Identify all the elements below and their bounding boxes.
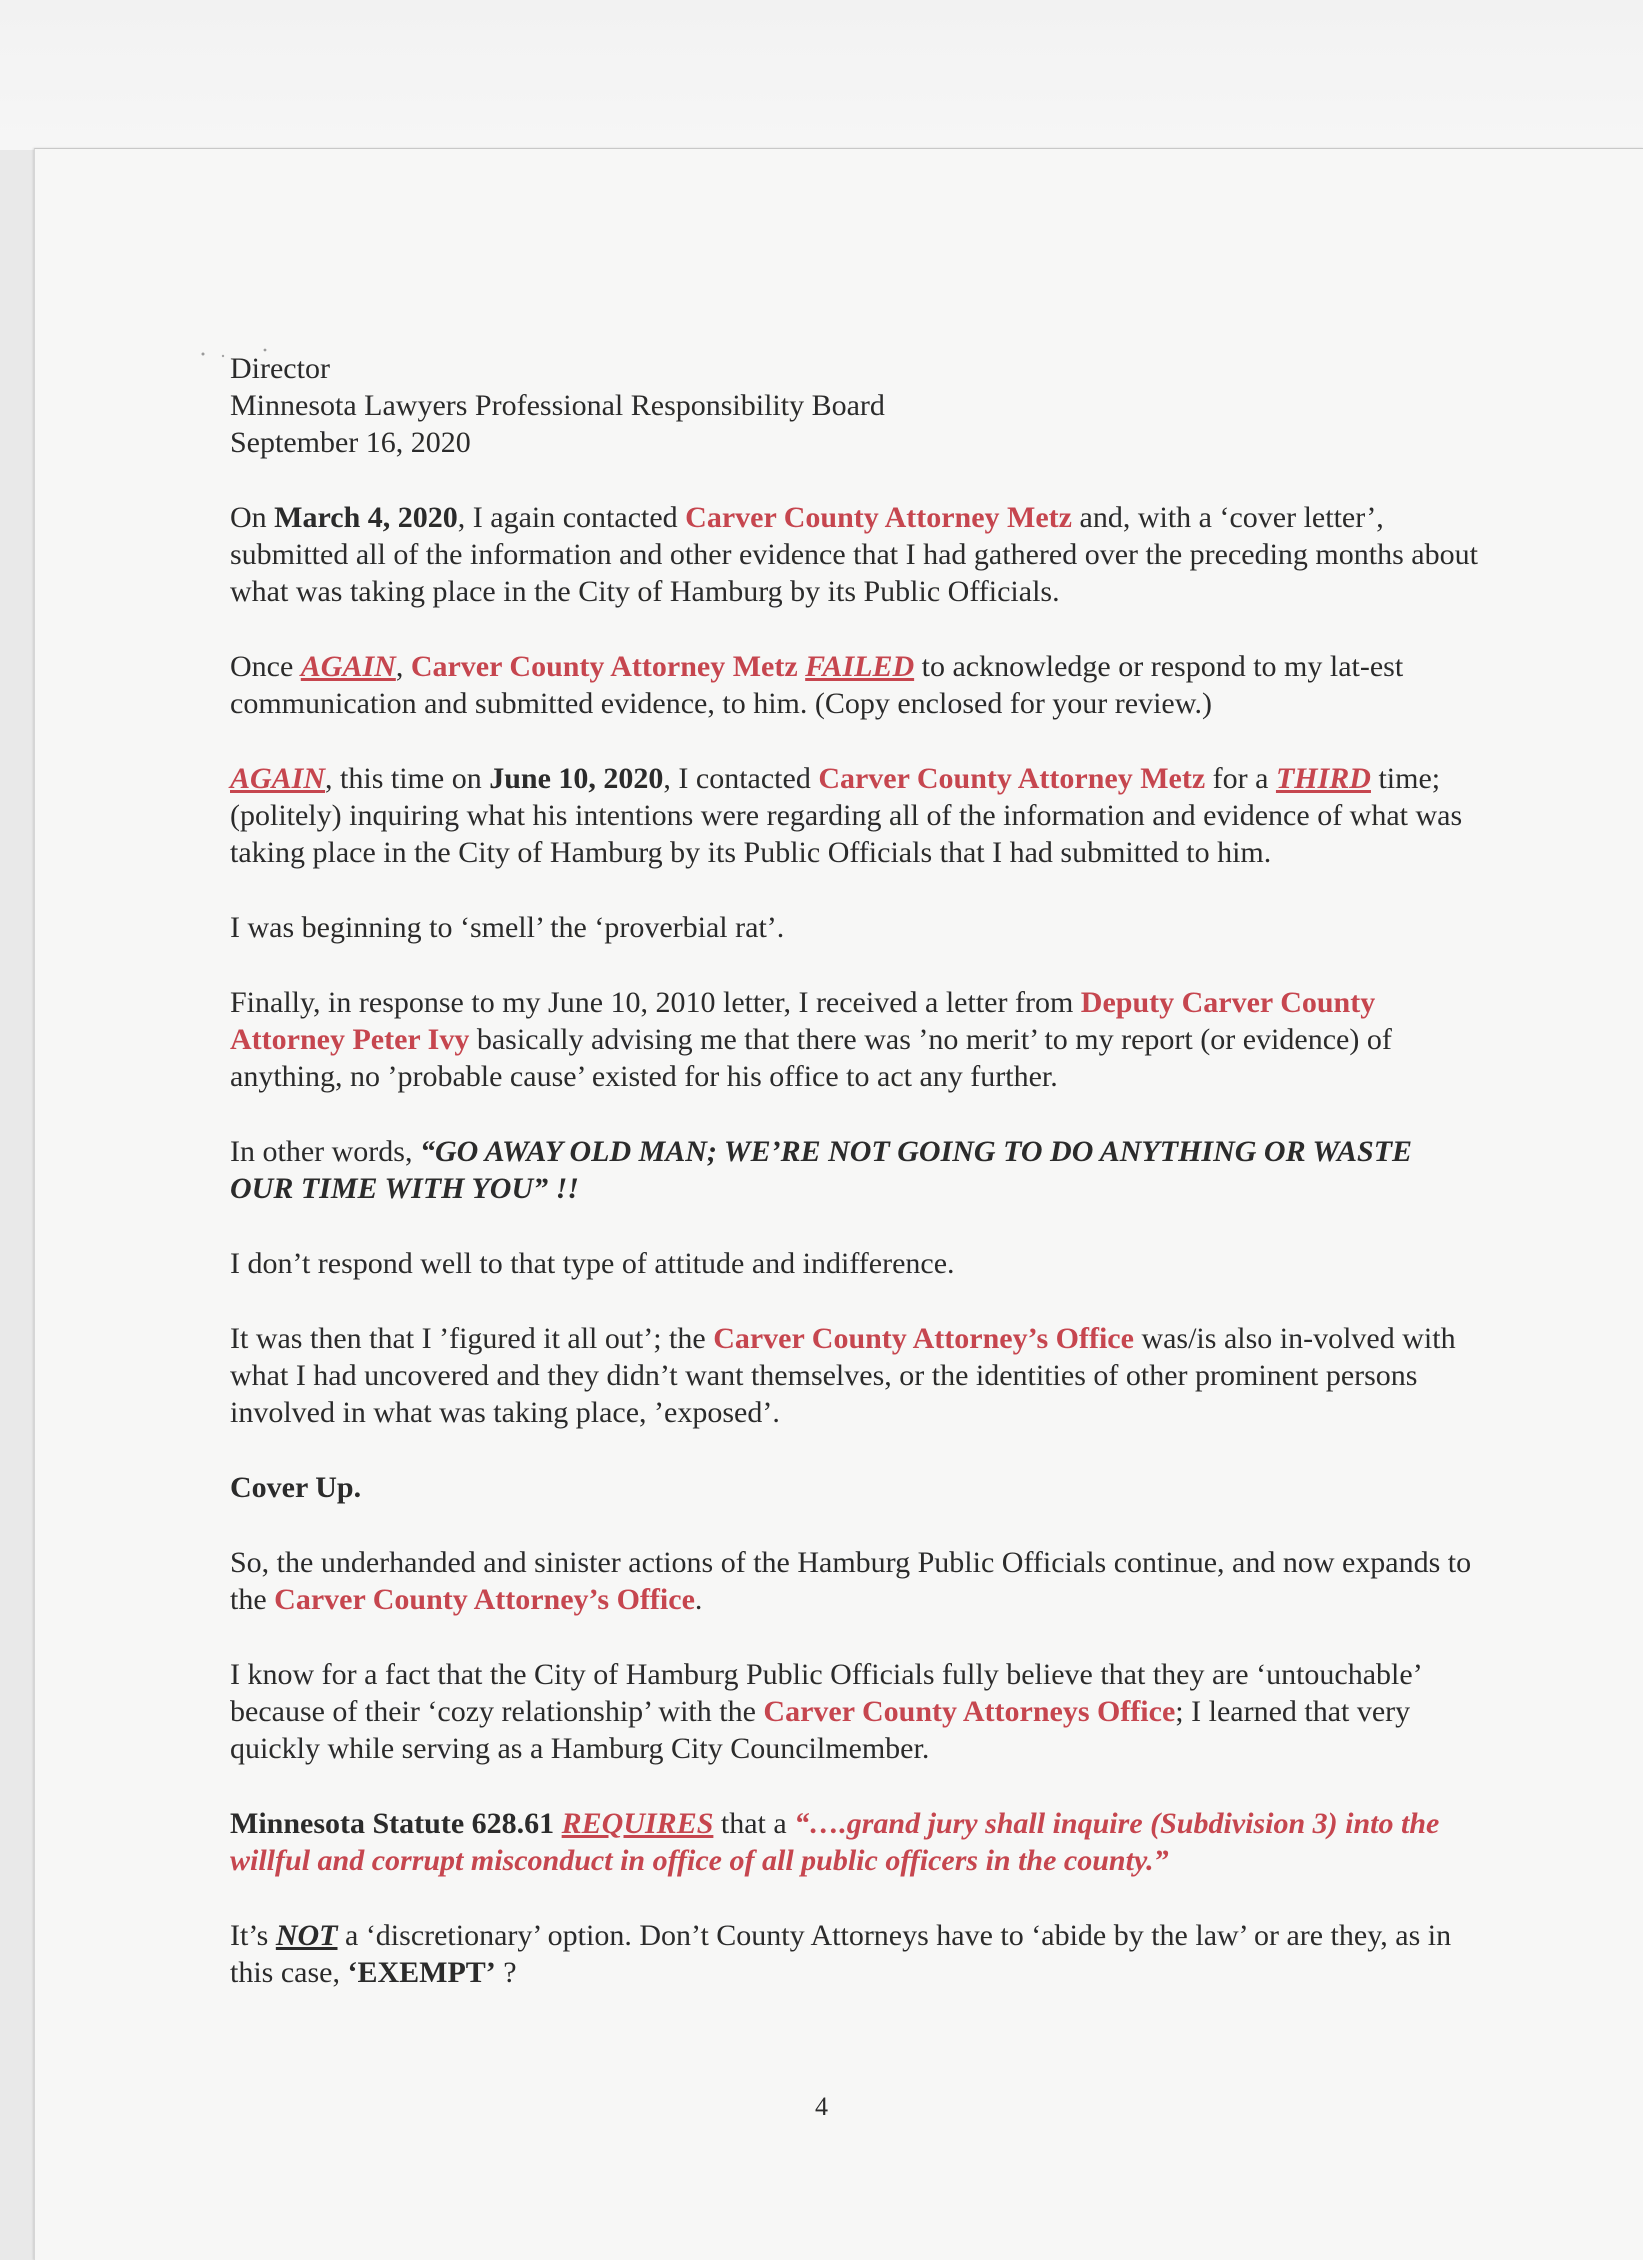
highlight-name: Carver County Attorney Metz xyxy=(818,762,1206,795)
emphasis-not: NOT xyxy=(275,1919,338,1952)
paragraph-7: I don’t respond well to that type of attitude and indifference. xyxy=(230,1247,955,1280)
highlight-name: Carver County Attorney’s Office xyxy=(713,1322,1134,1355)
statute-quote: “….grand jury shall inquire (Subdivision 3) into the willful and corrupt misconduct in office of all public officers in the county.” xyxy=(230,1807,1440,1877)
emphasis-failed: FAILED xyxy=(805,650,915,683)
text-run: , I contacted xyxy=(663,762,819,795)
paragraph-5 xyxy=(230,984,1480,1095)
highlight-name: Deputy Carver County Attorney Peter Ivy xyxy=(230,986,1376,1056)
paragraph-11 xyxy=(230,1656,1480,1767)
recipient-block xyxy=(230,350,1480,461)
text-run xyxy=(554,1807,562,1840)
text-run: to acknowledge or respond to my lat-est communication and submitted evidence, to him. (Copy enclosed for your review.) xyxy=(230,650,1404,720)
text-run: In other words, xyxy=(230,1135,420,1168)
emphasis-requires: REQUIRES xyxy=(561,1807,714,1840)
text-run: It’s xyxy=(230,1919,276,1952)
text-run: ? xyxy=(495,1956,517,1989)
scan-background xyxy=(0,0,1643,150)
paragraph-1 xyxy=(230,499,1480,610)
quote-emphasis: “GO AWAY OLD MAN; WE’RE NOT GOING TO DO ANYTHING OR WASTE OUR TIME WITH YOU” !! xyxy=(230,1135,1413,1205)
paragraph-3 xyxy=(230,760,1480,871)
text-run: , xyxy=(395,650,411,683)
text-run: and, with a ‘cover letter’, submitted all of the information and other evidence that I had gathered over the preceding months about what was taking place in the City of Hamburg by its Public Officials. xyxy=(230,501,1478,608)
emphasis-again: AGAIN xyxy=(300,650,396,683)
emphasis-again: AGAIN xyxy=(230,762,326,795)
paragraph-6 xyxy=(230,1133,1480,1207)
letter-date: September 16, 2020 xyxy=(230,426,471,459)
date-emphasis: March 4, 2020 xyxy=(274,501,458,534)
letter-body xyxy=(230,350,1480,2029)
text-run: for a xyxy=(1205,762,1276,795)
text-run: , this time on xyxy=(325,762,490,795)
page-number: 4 xyxy=(815,2092,828,2121)
highlight-name: Carver County Attorneys Office xyxy=(763,1695,1176,1728)
text-run: I know for a fact that the City of Hamburg Public Officials fully believe that they are ‘untouchable’ because of their ‘cozy relationship’ with the xyxy=(230,1658,1421,1728)
text-run: ; I learned that very quickly while serving as a Hamburg City Councilmember. xyxy=(230,1695,1411,1765)
text-run: time; (politely) inquiring what his intentions were regarding all of the information and evidence of what was taking place in the City of Hamburg by its Public Officials that I had submitted to him. xyxy=(230,762,1463,869)
highlight-name: Carver County Attorney Metz xyxy=(410,650,798,683)
paragraph-9: Cover Up. xyxy=(230,1471,362,1504)
paragraph-4: I was beginning to ‘smell’ the ‘proverbial rat’. xyxy=(230,911,785,944)
paragraph-8 xyxy=(230,1320,1480,1431)
recipient-title: Director xyxy=(230,352,330,385)
text-run: a ‘discretionary’ option. Don’t County Attorneys have to ‘abide by the law’ or are they, as in this case, xyxy=(230,1919,1452,1989)
highlight-name: Carver County Attorney Metz xyxy=(685,501,1072,534)
text-run: , I again contacted xyxy=(457,501,686,534)
text-run: Finally, in response to my June 10, 2010 letter, I received a letter from xyxy=(230,986,1081,1019)
recipient-org: Minnesota Lawyers Professional Responsibility Board xyxy=(230,389,885,422)
emphasis-third: THIRD xyxy=(1275,762,1371,795)
paragraph-12 xyxy=(230,1805,1480,1879)
text-run: Once xyxy=(230,650,301,683)
paragraph-13 xyxy=(230,1917,1480,1991)
text-run: It was then that I ’figured it all out’; the xyxy=(230,1322,714,1355)
text-run: On xyxy=(230,501,275,534)
paragraph-10 xyxy=(230,1544,1480,1618)
text-run: So, the underhanded and sinister actions of the Hamburg Public Officials continue, and now expands to the xyxy=(230,1546,1472,1616)
statute-name: Minnesota Statute 628.61 xyxy=(230,1807,555,1840)
text-run: . xyxy=(694,1583,703,1616)
text-run: that a xyxy=(713,1807,795,1840)
text-run: basically advising me that there was ’no merit’ to my report (or evidence) of anything, no ’probable cause’ existed for his office to act any further. xyxy=(230,1023,1392,1093)
text-run: was/is also in-volved with what I had uncovered and they didn’t want themselves, or the identities of other prominent persons involved in what was taking place, ’exposed’. xyxy=(230,1322,1456,1429)
paragraph-2 xyxy=(230,648,1480,722)
highlight-name: Carver County Attorney’s Office xyxy=(274,1583,695,1616)
date-emphasis: June 10, 2020 xyxy=(489,762,664,795)
emphasis-exempt: ‘EXEMPT’ xyxy=(347,1956,496,1989)
